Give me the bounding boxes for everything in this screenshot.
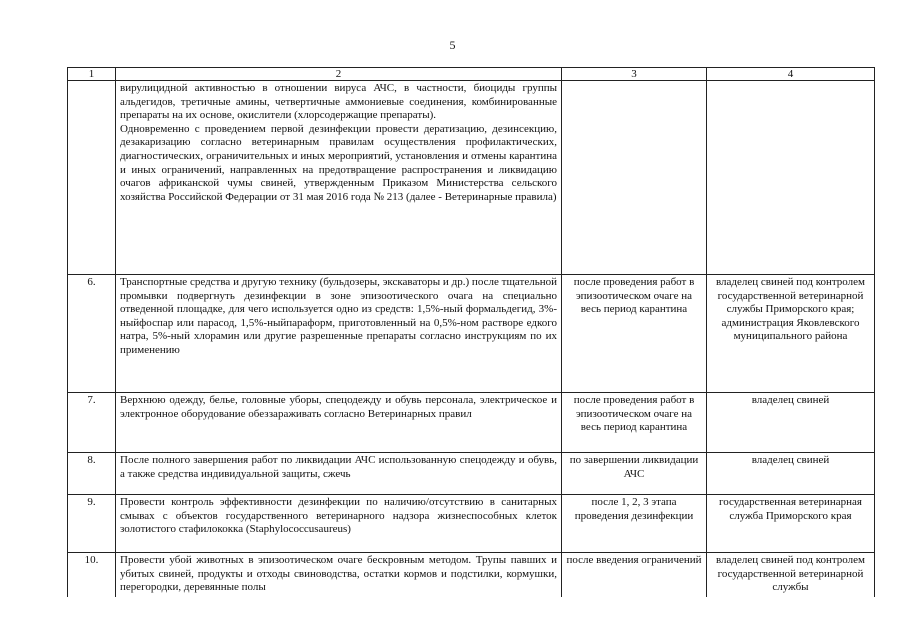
table-row [68, 393, 875, 453]
measure-cell: Провести убой животных в эпизоотическом очаге бескровным методом. Трупы павших и убитых свиней, продукты и отходы свиноводства, остатки кормов и подстилки, кормушки, перегородки, деревянные полы [116, 553, 562, 613]
header-col-3: 3 [562, 68, 707, 81]
responsible-cell: владелец свиней [707, 393, 875, 453]
term-cell: после проведения работ в эпизоотическом очаге на весь период карантина [562, 393, 707, 453]
row-number [68, 81, 116, 275]
measure-paragraph: вирулицидной активностью в отношении вируса АЧС, в частности, биоциды группы альдегидов, третичные амины, четвертичные аммониевые соединения, комбинированные препараты на их основе, окислители (хлорсодержащие препараты). [120, 82, 557, 122]
measure-cell: Провести контроль эффективности дезинфекции по наличию/отсутствию в санитарных смывах с объектов государственного ветеринарного надзора жизнеспособных клеток золотистого стафилококка (Staphylococcusaureus) [116, 495, 562, 553]
table-header-row [68, 68, 875, 81]
term-cell [562, 81, 707, 275]
row-number: 9. [68, 495, 116, 553]
row-number: 8. [68, 453, 116, 495]
table-row-continuation [68, 81, 875, 275]
row-number: 6. [68, 275, 116, 393]
table-row [68, 275, 875, 393]
measure-paragraph: Одновременно с проведением первой дезинфекции провести дератизацию, дезинсекцию, дезакаризацию согласно ветеринарным правилам осуществления профилактических, диагностических, ограничительных и иных мероприятий, установления и отмены карантина и иных ограничений, направленных на предотвращение распространения и ликвидацию очагов африканской чумы свиней, утвержденным Приказом Министерства сельского хозяйства Российской Федерации от 31 мая 2016 года № 213 (далее - Ветеринарные правила) [120, 122, 557, 203]
responsible-cell: владелец свиней под контролем государственной ветеринарной службы Приморского края; администрация Яковлевского муниципального района [707, 275, 875, 393]
responsible-cell [707, 81, 875, 275]
term-cell: по завершении ликвидации АЧС [562, 453, 707, 495]
measure-cell: Верхнюю одежду, белье, головные уборы, спецодежду и обувь персонала, электрическое и электронное оборудование обеззараживать согласно Ветеринарных правил [116, 393, 562, 453]
row-number: 10. [68, 553, 116, 613]
page-number: 5 [449, 38, 456, 52]
header-col-2: 2 [116, 68, 562, 81]
term-cell: после введения ограничений [562, 553, 707, 613]
measure-cell: Транспортные средства и другую технику (бульдозеры, экскаваторы и др.) после тщательной промывки подвергнуть дезинфекции в зоне эпизоотического очага на специально отведенной площадке, для чего используется одно из средств: 1,5%-ный формальдегид, 3%-ныйфоспар или парасод, 1,5%-ныйпараформ, приготовленный на 0,5%-ном растворе едкого натра, 5%-ный хлорамин или другие разрешенные препараты согласно инструкциям по их применению [116, 275, 562, 393]
page-bottom-margin [0, 597, 905, 640]
table-row [68, 453, 875, 495]
measure-cell: После полного завершения работ по ликвидации АЧС использованную спецодежду и обувь, а также средства индивидуальной защиты, сжечь [116, 453, 562, 495]
table-row [68, 495, 875, 553]
term-cell: после проведения работ в эпизоотическом очаге на весь период карантина [562, 275, 707, 393]
responsible-cell: владелец свиней [707, 453, 875, 495]
measure-cell [116, 81, 562, 275]
term-cell: после 1, 2, 3 этапа проведения дезинфекции [562, 495, 707, 553]
row-number: 7. [68, 393, 116, 453]
measures-table [67, 67, 875, 613]
responsible-cell: государственная ветеринарная служба Приморского края [707, 495, 875, 553]
header-col-4: 4 [707, 68, 875, 81]
responsible-cell: владелец свиней под контролем государственной ветеринарной службы [707, 553, 875, 613]
header-col-1: 1 [68, 68, 116, 81]
